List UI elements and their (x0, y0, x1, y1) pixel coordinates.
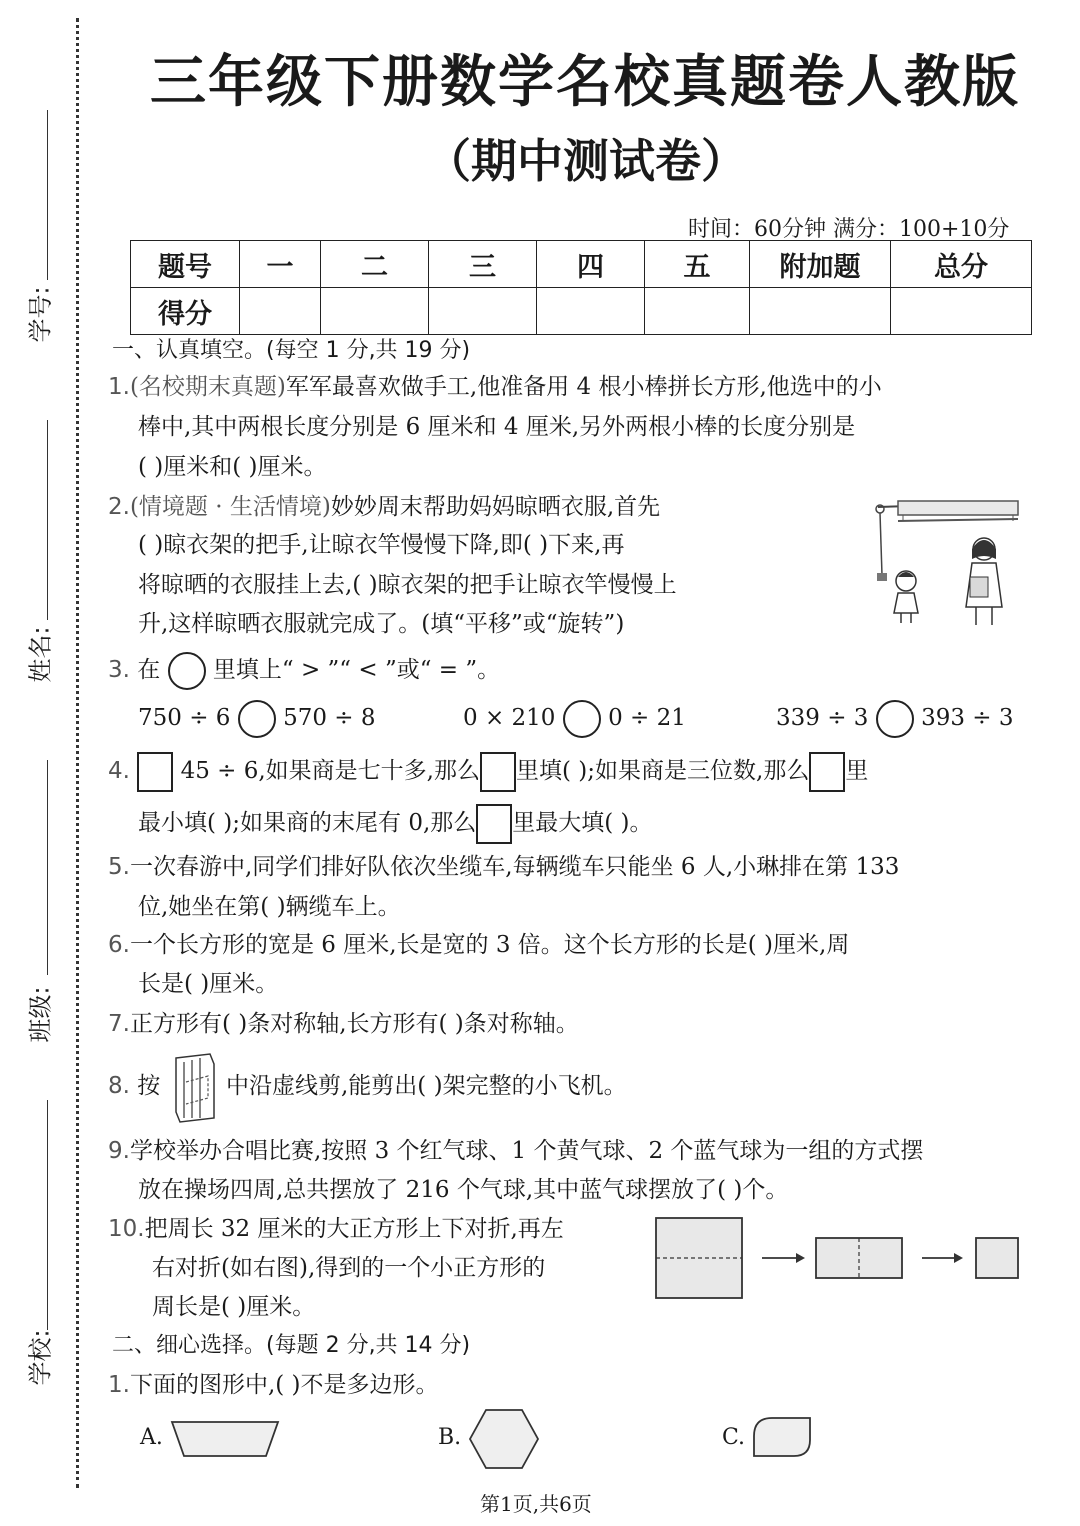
school-label: 学校: (26, 1329, 55, 1386)
q2-text: 妙妙周末帮助妈妈晾晒衣服,首先 (330, 494, 661, 520)
q9-text: 学校举办合唱比赛,按照 3 个红气球、1 个黄气球、2 个蓝气球为一组的方式摆 (129, 1138, 924, 1164)
score-row-label: 得分 (131, 288, 240, 335)
q3-expr1-right: 570 ÷ 8 (283, 705, 376, 731)
q4-text-b: 里填( );如果商是三位数,那么 (516, 758, 810, 784)
q8-line1b: 中沿虚线剪,能剪出( )架完整的小飞机。 (226, 1073, 627, 1099)
s2-q1-line1 (108, 1372, 439, 1400)
q3-text-b: 里填上“ > ”“ < ”或“ = ”。 (212, 657, 501, 683)
q3-expr1-left: 750 ÷ 6 (138, 705, 231, 731)
q3-line1 (108, 652, 500, 690)
folded-paper-icon (170, 1052, 218, 1124)
page-footer: 第1页,共6页 (480, 1492, 592, 1516)
s2-q1-number: 1. (108, 1372, 130, 1398)
q2-line2: ( )晾衣架的把手,让晾衣竿慢慢下降,即( )下来,再 (138, 532, 625, 558)
score-header-cell: 一 (240, 241, 321, 288)
q1-line2: 棒中,其中两根长度分别是 6 厘米和 4 厘米,另外两根小棒的长度分别是 (138, 414, 856, 440)
q4-text-a: 45 ÷ 6,如果商是七十多,那么 (180, 758, 480, 784)
q8-number: 8. (108, 1073, 130, 1099)
q8-text-a: 按 (137, 1073, 161, 1099)
class-line (47, 760, 48, 975)
q9-number: 9. (108, 1138, 130, 1164)
score-cell[interactable] (321, 288, 429, 335)
q7-number: 7. (108, 1011, 130, 1037)
q10-line3: 周长是( )厘米。 (152, 1294, 316, 1320)
q4-text-d: 最小填( );如果商的末尾有 0,那么 (138, 810, 477, 836)
q1-line1 (108, 374, 882, 402)
q4-box-ref (480, 752, 516, 792)
trapezoid-shape (170, 1418, 282, 1460)
q2-tag: (情境题 · 生活情境) (129, 494, 331, 520)
q4-text-e: 里最大填( )。 (512, 810, 653, 836)
q1-number: 1. (108, 374, 130, 400)
q6-number: 6. (108, 932, 130, 958)
section1-heading: 一、认真填空。(每空 1 分,共 19 分) (112, 338, 471, 363)
q3-answer-circle-1[interactable] (238, 700, 276, 738)
q6-line1 (108, 932, 849, 960)
folding-square-diagram (652, 1214, 1024, 1300)
page-title: 三年级下册数学名校真题卷人教版 (150, 49, 1020, 115)
q3-number: 3. (108, 657, 130, 683)
option-a-label[interactable]: A. (140, 1425, 163, 1450)
q8-line1 (108, 1073, 160, 1101)
q10-text: 把周长 32 厘米的大正方形上下对折,再左 (144, 1216, 564, 1242)
q9-line2: 放在操场四周,总共摆放了 216 个气球,其中蓝气球摆放了( )个。 (138, 1177, 789, 1203)
score-cell[interactable] (240, 288, 321, 335)
q3-expr3 (776, 700, 1014, 738)
school-line (47, 1100, 48, 1330)
q3-expr2 (463, 700, 686, 738)
score-header-cell: 二 (321, 241, 429, 288)
q3-answer-circle-2[interactable] (563, 700, 601, 738)
q1-text: 军军最喜欢做手工,他准备用 4 根小棒拼长方形,他选中的小 (285, 374, 882, 400)
q2-line1 (108, 494, 660, 522)
s2-q1-text: 下面的图形中,( )不是多边形。 (129, 1372, 439, 1398)
binding-dotted-line (76, 18, 79, 1488)
q1-line3: ( )厘米和( )厘米。 (138, 454, 327, 480)
score-header-cell: 总分 (891, 241, 1032, 288)
score-header-cell: 附加题 (750, 241, 891, 288)
option-b-label[interactable]: B. (438, 1425, 462, 1450)
q4-digit-box[interactable] (137, 752, 173, 792)
q4-box-ref (476, 804, 512, 844)
hexagon-shape (468, 1408, 540, 1470)
q2-line3: 将晾晒的衣服挂上去,( )晾衣架的把手让晾衣竿慢慢上 (138, 572, 677, 598)
q3-expr2-right: 0 ÷ 21 (608, 705, 686, 731)
student-no-line (47, 110, 48, 280)
q3-answer-circle-3[interactable] (876, 700, 914, 738)
q7-line1 (108, 1011, 579, 1039)
q5-line2: 位,她坐在第( )辆缆车上。 (138, 894, 401, 920)
score-cell[interactable] (429, 288, 537, 335)
score-table (130, 240, 1032, 335)
name-label: 姓名: (26, 626, 55, 683)
score-header-cell: 五 (645, 241, 750, 288)
q2-number: 2. (108, 494, 130, 520)
score-cell[interactable] (537, 288, 645, 335)
q5-text: 一次春游中,同学们排好队依次坐缆车,每辆缆车只能坐 6 人,小琳排在第 133 (129, 854, 900, 880)
q1-tag: (名校期末真题) (129, 374, 286, 400)
score-table-header-row (131, 241, 1032, 288)
score-header-cell: 三 (429, 241, 537, 288)
score-cell[interactable] (891, 288, 1032, 335)
q6-text: 一个长方形的宽是 6 厘米,长是宽的 3 倍。这个长方形的长是( )厘米,周 (129, 932, 850, 958)
q7-text: 正方形有( )条对称轴,长方形有( )条对称轴。 (129, 1011, 579, 1037)
time-info: 时间：60分钟 满分：100+10分 (688, 217, 1010, 242)
q4-number: 4. (108, 758, 130, 784)
q10-line2: 右对折(如右图),得到的一个小正方形的 (152, 1255, 546, 1281)
q4-line1 (108, 752, 868, 792)
q10-number: 10. (108, 1216, 145, 1242)
section2-heading: 二、细心选择。(每题 2 分,共 14 分) (112, 1333, 471, 1358)
q4-line2 (138, 804, 653, 844)
name-line (47, 420, 48, 620)
q3-expr3-right: 393 ÷ 3 (921, 705, 1014, 731)
q3-expr1 (138, 700, 376, 738)
option-c-label[interactable]: C. (722, 1425, 746, 1450)
q3-text-a: 在 (137, 657, 161, 683)
clothes-rack-illustration (868, 495, 1028, 630)
q9-line1 (108, 1138, 923, 1166)
page-subtitle: （期中测试卷） (425, 134, 747, 188)
q3-expr2-left: 0 × 210 (463, 705, 556, 731)
score-cell[interactable] (645, 288, 750, 335)
q10-line1 (108, 1216, 564, 1244)
q6-line2: 长是( )厘米。 (138, 971, 279, 997)
rounded-shape (750, 1416, 814, 1458)
score-header-cell: 题号 (131, 241, 240, 288)
score-header-cell: 四 (537, 241, 645, 288)
score-table-score-row (131, 288, 1032, 335)
class-label: 班级: (26, 986, 55, 1043)
student-no-label: 学号: (26, 286, 55, 343)
q4-box-ref (809, 752, 845, 792)
score-cell[interactable] (750, 288, 891, 335)
comparison-circle (168, 652, 206, 690)
q3-expr3-left: 339 ÷ 3 (776, 705, 869, 731)
q5-line1 (108, 854, 899, 882)
q2-line4: 升,这样晾晒衣服就完成了。(填“平移”或“旋转”) (138, 611, 625, 637)
q4-text-c: 里 (845, 758, 869, 784)
q5-number: 5. (108, 854, 130, 880)
